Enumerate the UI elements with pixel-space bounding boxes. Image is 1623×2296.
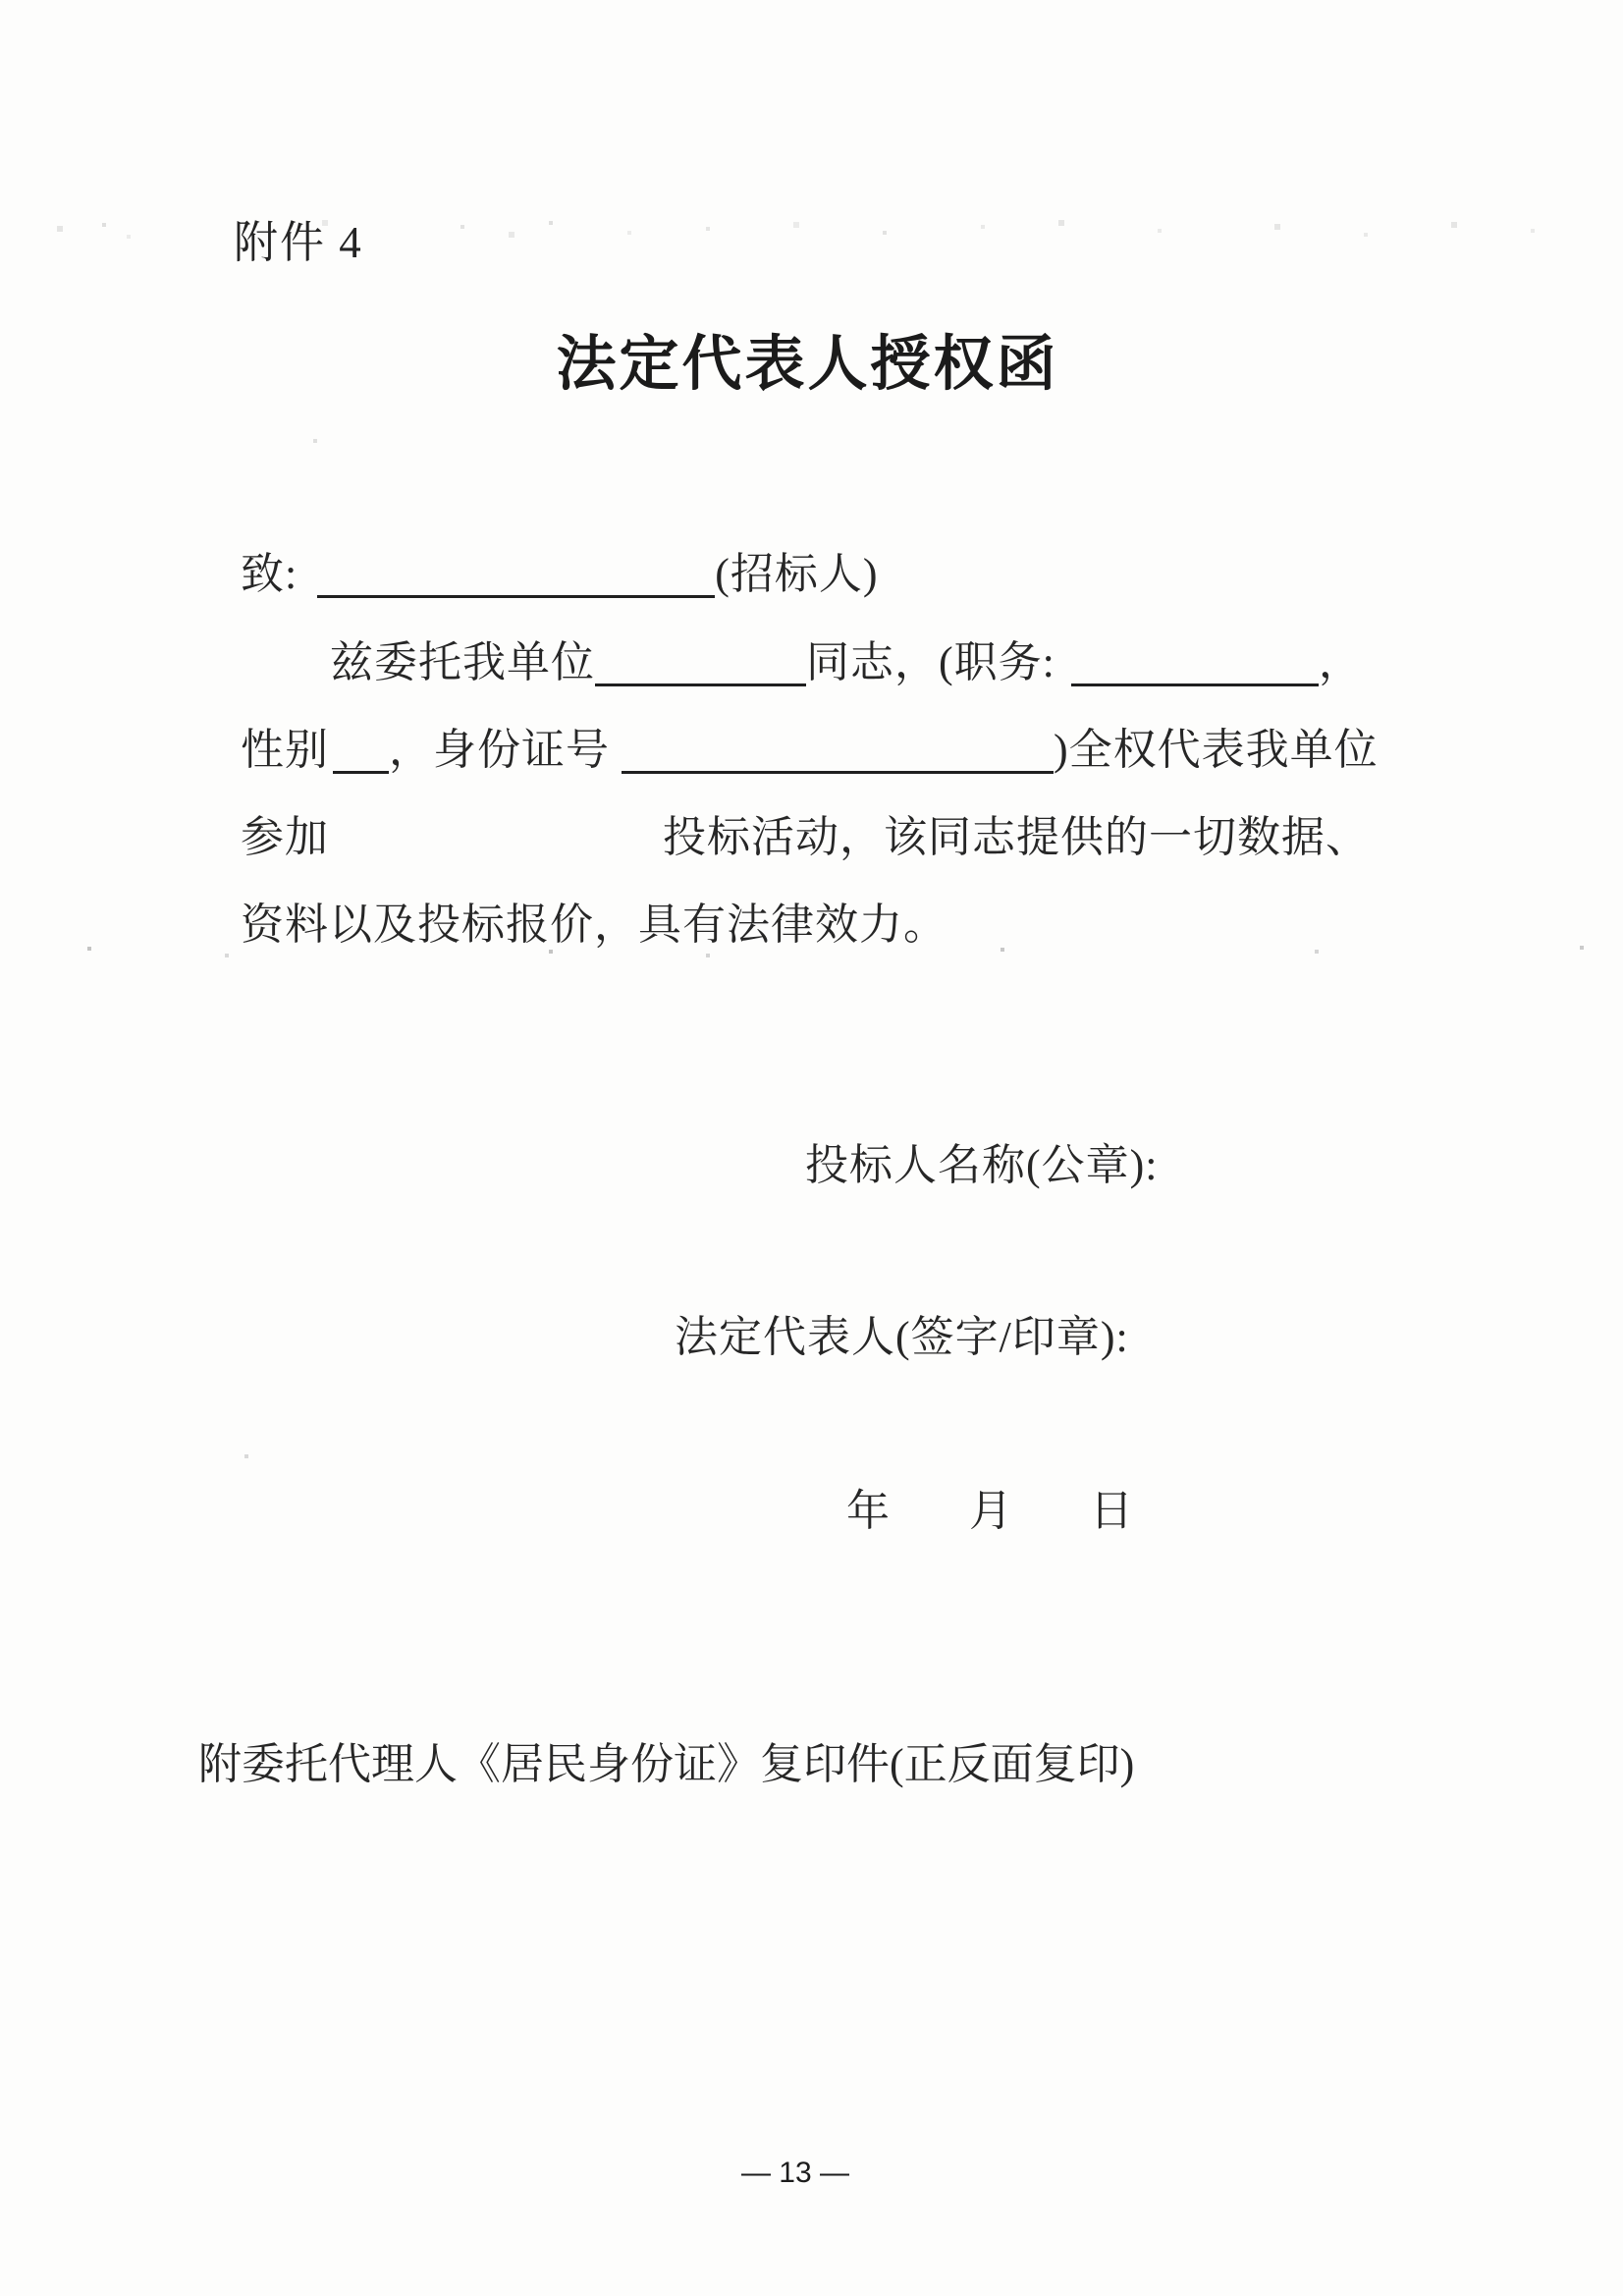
bidding-activity-label: 投标活动，该同志提供的一切数据、 [663, 813, 1370, 861]
page-number: — 13 — [740, 2157, 850, 2189]
attachment-note: 附委托代理人《居民身份证》复印件(正反面复印) [198, 1740, 1135, 1788]
participate-line [241, 801, 1370, 864]
comrade-name-blank [595, 640, 806, 686]
comrade-position-label: 同志，(职务: [806, 638, 1055, 686]
document-title: 法定代表人授权函 [556, 332, 1059, 398]
authorize-suffix-label: )全权代表我单位 [1054, 726, 1379, 774]
id-number-blank [622, 728, 1054, 774]
attachment-number-label: 附件 4 [234, 218, 363, 267]
gender-blank [333, 728, 389, 774]
day-label: 日 [1090, 1487, 1134, 1535]
position-comma: ， [1318, 638, 1363, 686]
scan-noise-speckles [0, 0, 2, 2]
addressee-label: 致: [241, 550, 298, 598]
month-label: 月 [969, 1487, 1013, 1535]
participate-label: 参加 [241, 813, 329, 861]
legal-effect-line: 资料以及投标报价，具有法律效力。 [241, 901, 947, 949]
date-line [846, 1475, 1134, 1538]
addressee-line [241, 538, 879, 601]
id-number-label: ，身份证号 [389, 726, 610, 774]
gender-label: 性别 [241, 726, 329, 774]
legal-rep-sign-label: 法定代表人(签字/印章): [675, 1313, 1129, 1361]
project-name-space [329, 842, 663, 851]
year-label: 年 [846, 1487, 891, 1535]
tenderer-suffix-label: (招标人) [715, 550, 879, 598]
entrust-prefix-label: 兹委托我单位 [330, 638, 595, 686]
tenderer-name-blank [317, 552, 715, 598]
bidder-seal-label: 投标人名称(公章): [805, 1141, 1159, 1189]
position-blank [1071, 640, 1319, 686]
entrust-line [330, 627, 1363, 689]
gender-id-line [241, 714, 1379, 777]
